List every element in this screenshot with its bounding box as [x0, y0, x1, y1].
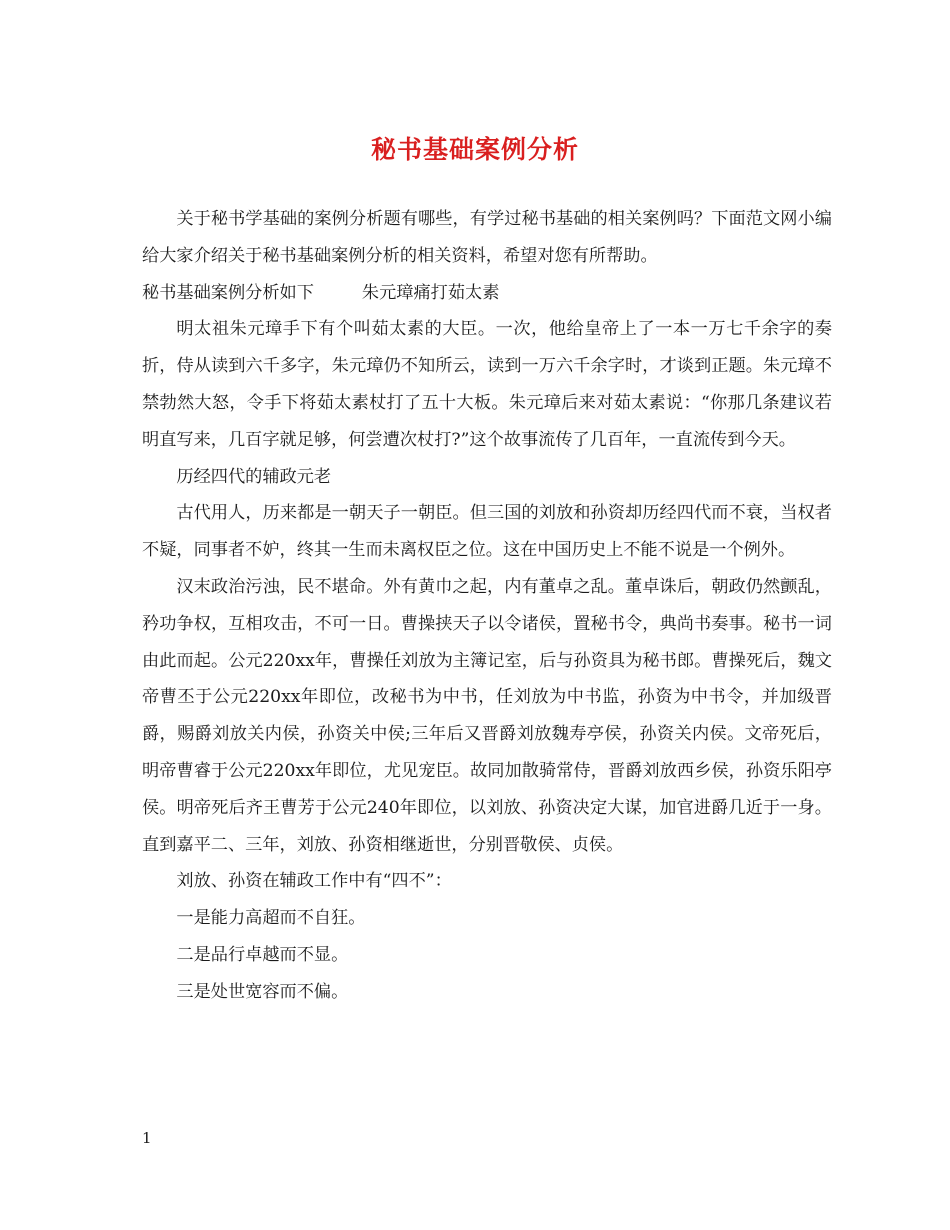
paragraph-4: 汉末政治污浊，民不堪命。外有黄巾之起，内有董卓之乱。董卓诛后，朝政仍然颤乱，矜功争权，互相攻击，不可一日。曹操挟天子以令诸侯，置秘书令，典尚书奏事。秘书一词由此而起。公元220xx年，曹操任刘放为主簿记室，后与孙资具为秘书郎。曹操死后，魏文帝曹丕于公元220xx年即位，改秘书为中书，任刘放为中书监，孙资为中书令，并加级晋爵，赐爵刘放关内侯，孙资关中侯;三年后又晋爵刘放魏寿亭侯，孙资关内侯。文帝死后，明帝曹睿于公元220xx年即位，尤见宠臣。故同加散骑常侍，晋爵刘放西乡侯，孙资乐阳亭侯。明帝死后齐王曹芳于公元240年即位，以刘放、孙资决定大谋，加官进爵几近于一身。直到嘉平二、三年，刘放、孙资相继逝世，分别晋敬侯、贞侯。	[142, 576, 832, 855]
section-heading-left: 秘书基础案例分析如下	[142, 282, 314, 303]
paragraph-6: 一是能力高超而不自狂。	[176, 908, 366, 929]
paragraph-1: 明太祖朱元璋手下有个叫茹太素的大臣。一次，他给皇帝上了一本一万七千余字的奏折，侍从读到六千多字，朱元璋仍不知所云，读到一万六千余字时，才谈到正题。朱元璋不禁勃然大怒，令手下将茹太素杖打了五十大板。朱元璋后来对茹太素说：“你那几条建议若明直写来，几百字就足够，何尝遭次杖打?”这个故事流传了几百年，一直流传到今天。	[142, 319, 832, 450]
document-body	[142, 201, 832, 1011]
paragraph-2-heading: 历经四代的辅政元老	[176, 466, 332, 487]
document-title: 秘书基础案例分析	[370, 135, 579, 164]
paragraph-3: 古代用人，历来都是一朝天子一朝臣。但三国的刘放和孙资却历经四代而不衰，当权者不疑，同事者不妒，终其一生而未离权臣之位。这在中国历史上不能不说是一个例外。	[142, 503, 832, 561]
section-heading-right: 朱元璋痛打茹太素	[361, 282, 500, 303]
section-heading-line	[142, 275, 832, 312]
intro-paragraph: 关于秘书学基础的案例分析题有哪些，有学过秘书基础的相关案例吗？下面范文网小编给大家介绍关于秘书基础案例分析的相关资料，希望对您有所帮助。	[142, 209, 832, 266]
paragraph-8: 三是处世宽容而不偏。	[176, 981, 349, 1002]
page-number: 1	[142, 1129, 152, 1147]
paragraph-5: 刘放、孙资在辅政工作中有“四不”：	[176, 871, 452, 892]
paragraph-7: 二是品行卓越而不显。	[176, 944, 349, 965]
